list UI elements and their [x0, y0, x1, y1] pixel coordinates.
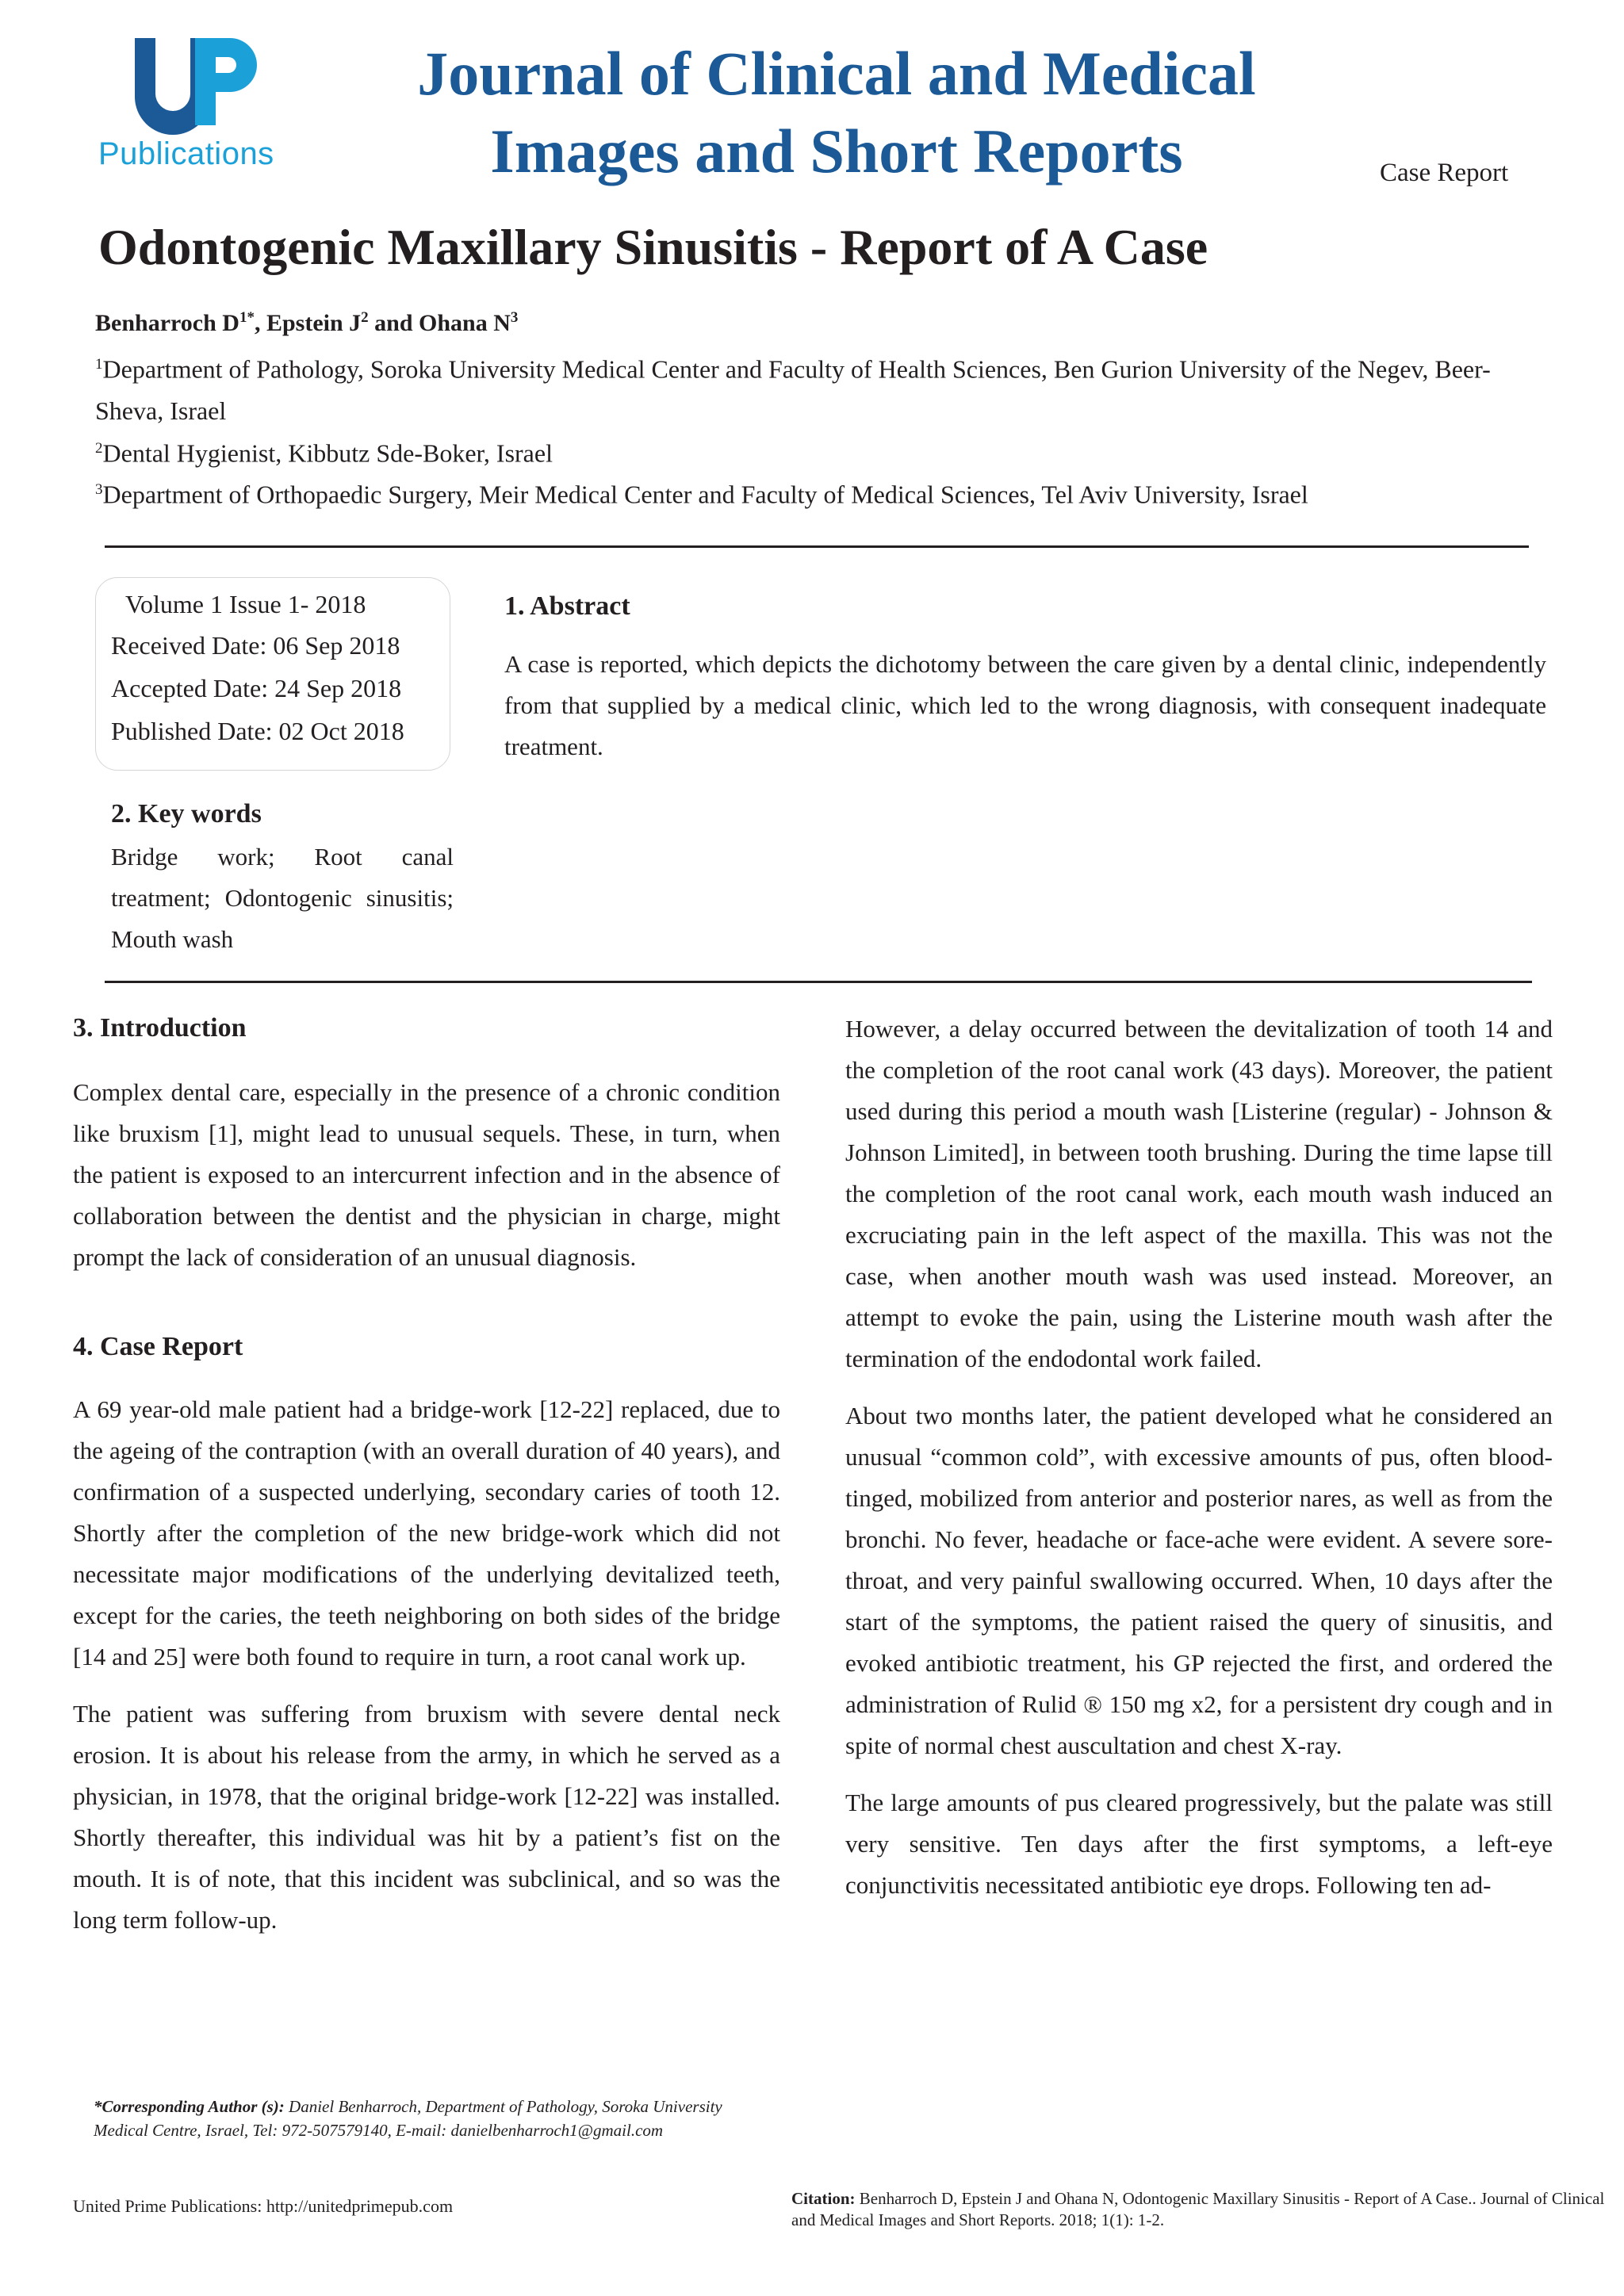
author-separator: and — [368, 310, 419, 336]
affiliation-2 — [95, 428, 1522, 474]
case-report-body-right — [845, 1008, 1553, 1922]
case-report-body-left — [73, 1389, 780, 1957]
paragraph: The large amounts of pus cleared progressively, but the palate was still very sensitive. Ten days after the first symptoms, a left-eye conjunctivitis necessitated antibiotic eye drops. Following ten ad- — [845, 1789, 1553, 1899]
author-name: Benharroch D — [95, 310, 239, 336]
paragraph: A 69 year-old male patient had a bridge-work [12-22] replaced, due to the ageing of the contraption (with an overall duration of 40 years), and confirmation of a suspected underlying, secondary caries of tooth 12. Shortly after the completion of the new bridge-work which did not necessitate major modifications of the underlying devitalized teeth, except for the caries, the teeth neighboring on both sides of the bridge [14 and 25] were both found to require in turn, a root canal work up. — [73, 1395, 780, 1670]
abstract-heading: 1. Abstract — [504, 591, 630, 621]
introduction-heading: 3. Introduction — [73, 1013, 247, 1043]
abstract-divider — [105, 981, 1532, 983]
citation-text: Benharroch D, Epstein J and Ohana N, Odontogenic Maxillary Sinusitis - Report of A Case.. Journal of Clinical and Medical Images and Short Reports. 2018; 1(1): 1-2. — [791, 2189, 1605, 2229]
author-affil-mark: 1* — [239, 309, 255, 326]
paragraph: The patient was suffering from bruxism with severe dental neck erosion. It is about his release from the army, in which he served as a physician, in 1978, that the original bridge-work [12-22] was installed. Shortly thereafter, this individual was hit by a patient’s fist on the mouth. It is of note, that this incident was subclinical, and so was the long term follow-up. — [73, 1700, 780, 1934]
paper-title: Odontogenic Maxillary Sinusitis - Report of A Case — [98, 219, 1208, 275]
author-name: Ohana N — [419, 310, 511, 336]
journal-title-line2: Images and Short Reports — [490, 117, 1183, 186]
received-date: Received Date: 06 Sep 2018 — [111, 631, 400, 660]
accepted-date: Accepted Date: 24 Sep 2018 — [111, 674, 402, 702]
affiliation-mark: 1 — [95, 356, 103, 373]
volume-issue: Volume 1 Issue 1- 2018 — [125, 590, 366, 618]
citation-footer — [791, 2188, 1624, 2231]
affiliation-text: Dental Hygienist, Kibbutz Sde-Boker, Israel — [102, 438, 553, 468]
paragraph: About two months later, the patient developed what he considered an unusual “common cold”, with excessive amounts of pus, often blood-tinged, mobilized from anterior and posterior nares, as well as from the bronchi. No fever, headache or face-ache were evident. A severe sore-throat, and very painful swallowing occurred. When, 10 days after the start of the symptoms, the patient raised the query of sinusitis, and evoked antibiotic treatment, his GP rejected the first, and ordered the administration of Rulid ® 150 mg x2, for a persistent dry cough and in spite of normal chest auscultation and chest X-ray. — [845, 1402, 1553, 1759]
journal-title-line1: Journal of Clinical and Medical — [417, 39, 1256, 108]
author-affil-mark: 2 — [361, 309, 369, 326]
affiliation-mark: 2 — [95, 440, 103, 457]
footnote-text: Daniel Benharroch, Department of Pathology, Soroka University Medical Centre, Israel, Tel: 972-507579140, E-mail: danielbenharroch1@gmail.com — [94, 2097, 722, 2140]
affiliation-text: Department of Pathology, Soroka University Medical Center and Faculty of Health Sciences, Ben Gurion University of the Negev, Beer-Sheva, Israel — [95, 354, 1491, 425]
publisher-footer: United Prime Publications: http://unitedprimepub.com — [73, 2196, 454, 2216]
header-divider — [105, 545, 1529, 548]
logo-p-shape — [195, 38, 257, 125]
author-list — [95, 309, 518, 337]
affiliation-3 — [95, 469, 1522, 515]
affiliation-1 — [95, 344, 1522, 431]
author-name: Epstein J — [266, 310, 362, 336]
journal-title — [333, 35, 1340, 190]
document-type-label: Case Report — [1380, 159, 1509, 187]
keywords-heading: 2. Key words — [111, 799, 262, 828]
author-affil-mark: 3 — [510, 309, 519, 326]
author-separator: , — [254, 310, 266, 336]
published-date: Published Date: 02 Oct 2018 — [111, 717, 404, 745]
corresponding-author-footnote — [94, 2095, 776, 2142]
paragraph: However, a delay occurred between the devitalization of tooth 14 and the completion of the root canal work (43 days). Moreover, the patient used during this period a mouth wash [Listerine (regular) - Johnson & Johnson Limited], in between tooth brushing. During the time lapse till the completion of the root canal work, each mouth wash induced an excruciating pain in the left aspect of the maxilla. This was not the case, when another mouth wash was used instead. Moreover, an attempt to evoke the pain, using the Listerine mouth wash after the termination of the endodontal work failed. — [845, 1015, 1553, 1372]
introduction-text: Complex dental care, especially in the presence of a chronic condition like bruxism [1], might lead to unusual sequels. These, in turn, when the patient is exposed to an intercurrent infection and in the absence of collaboration between the dentist and the physician in charge, might prompt the lack of consideration of an unusual diagnosis. — [73, 1078, 780, 1271]
keywords-text: Bridge work; Root canal treatment; Odontogenic sinusitis; Mouth wash — [111, 843, 454, 953]
abstract-text: A case is reported, which depicts the dichotomy between the care given by a dental clinic, independently from that supplied by a medical clinic, which led to the wrong diagnosis, with consequent inadequate treatment. — [504, 650, 1546, 760]
citation-label: Citation: — [791, 2189, 856, 2208]
logo-text: Publications — [98, 136, 274, 171]
affiliation-text: Department of Orthopaedic Surgery, Meir Medical Center and Faculty of Medical Sciences, Tel Aviv University, Israel — [102, 480, 1308, 509]
footnote-label: *Corresponding Author (s): — [94, 2097, 285, 2116]
case-report-heading: 4. Case Report — [73, 1332, 243, 1361]
affiliation-mark: 3 — [95, 481, 103, 498]
